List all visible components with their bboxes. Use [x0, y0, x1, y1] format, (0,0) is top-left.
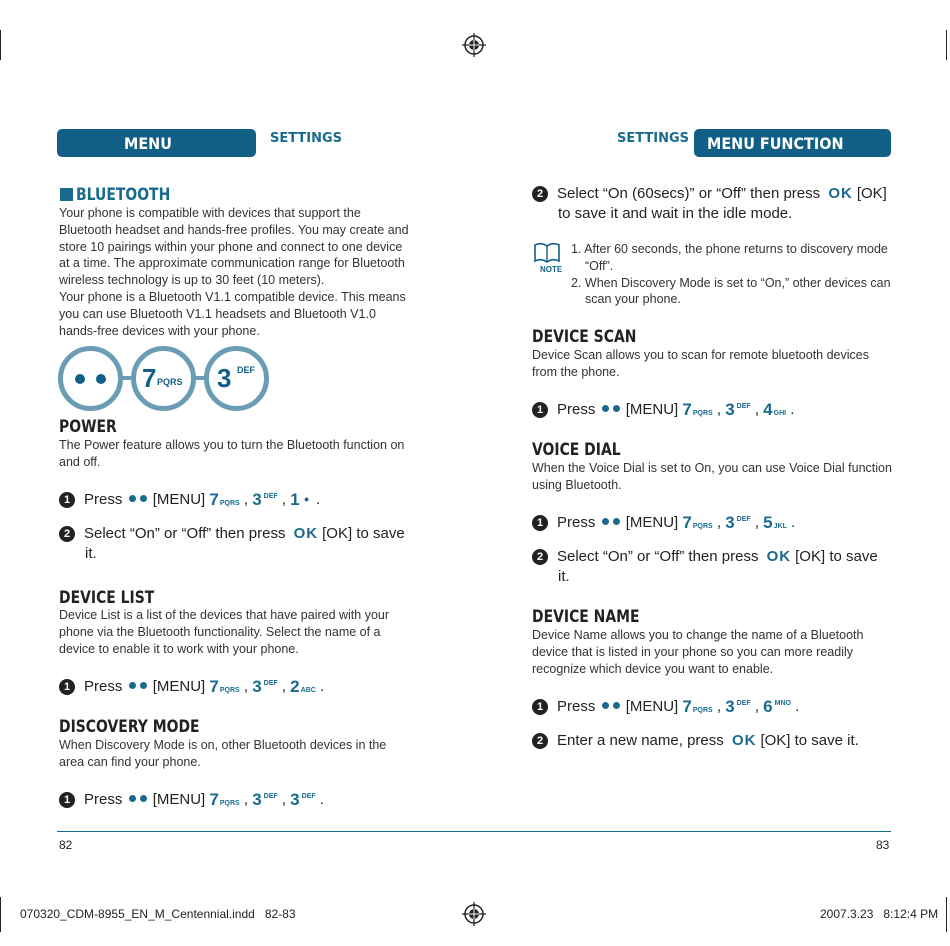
crop-mark — [946, 30, 947, 60]
key-7: 7PQRS — [682, 513, 713, 532]
step-text: it. — [558, 568, 570, 585]
key-7: 7PQRS — [209, 790, 240, 809]
ok-key-icon: OK — [766, 548, 792, 565]
dot-icon — [613, 405, 620, 412]
step-text: Select “On (60secs)” or “Off” then press — [557, 185, 821, 202]
crop-mark — [0, 897, 1, 932]
dot-icon — [75, 374, 85, 384]
dot-icon — [96, 374, 106, 384]
bluetooth-text-2: Your phone is a Bluetooth V1.1 compatible device. This means you can use Bluetooth V1.1 headsets and Bluetooth V1.0 hands-free devices with your phone. — [59, 290, 406, 338]
discovery-mode-text: When Discovery Mode is on, other Bluetooth devices in the area can find your phone. — [59, 738, 387, 769]
key-3: 3 $^{DEF}$ — [725, 697, 751, 716]
dot-icon — [602, 518, 609, 525]
registration-mark-icon — [462, 902, 486, 926]
step-number: 1 — [59, 492, 75, 508]
press-label: Press — [557, 514, 596, 531]
dot-icon — [140, 495, 147, 502]
key-7-letters: PQRS — [157, 377, 183, 387]
discovery-step-1: 1 Press [MENU] 7PQRS , 3 $^{DEF}$ , 3 $^{DEF}$ . — [59, 787, 324, 814]
step-number: 2 — [532, 549, 548, 565]
key-7-circle — [131, 346, 196, 411]
step-text: [OK] to save — [795, 548, 878, 565]
step-text: it. — [85, 545, 97, 562]
press-label: Press — [557, 698, 596, 715]
key-3: 3 $^{DEF}$ — [725, 513, 751, 532]
menu-key-circle — [58, 346, 123, 411]
menu-function-tab-right — [694, 129, 891, 157]
device-name-title: DEVICE NAME — [532, 607, 640, 627]
device-list-text: Device List is a list of the devices that have paired with your phone via the Bluetooth functionality. Select the name of a device to enable it to work with your phone. — [59, 608, 390, 656]
dot-icon — [613, 702, 620, 709]
device-scan-text: Device Scan allows you to scan for remote bluetooth devices from the phone. — [532, 348, 869, 379]
key-7: 7PQRS — [682, 697, 713, 716]
registration-mark-icon — [462, 33, 486, 57]
step-text: [OK] — [856, 185, 887, 202]
menu-function-label: MENU FUNCTION — [124, 134, 208, 183]
step-number: 1 — [532, 699, 548, 715]
dot-icon — [129, 495, 136, 502]
device-name-text: Device Name allows you to change the name of a Bluetooth device that is listed in your phone so you can more readily recognize which device you want to enable. — [532, 628, 864, 676]
note-item: 1. After 60 seconds, the phone returns to discovery mode — [571, 242, 888, 256]
step-number: 1 — [59, 679, 75, 695]
step-number: 2 — [532, 186, 548, 202]
key-1: 1 — [290, 490, 300, 509]
dot-icon — [613, 518, 620, 525]
dot-icon — [140, 682, 147, 689]
note-item: “Off”. — [585, 258, 614, 273]
key-3-letters: DEF — [237, 365, 255, 375]
discovery-mode-title: DISCOVERY MODE — [59, 717, 200, 737]
device-scan-step-1: 1 Press [MENU] 7PQRS , 3 $^{DEF}$ , 4GHI . — [532, 397, 794, 424]
device-name-step-2 — [532, 731, 859, 751]
step-number: 2 — [532, 733, 548, 749]
power-step-2 — [59, 524, 405, 564]
voicemail-icon: ● — [303, 494, 310, 504]
menu-label: [MENU] — [625, 698, 679, 715]
note-item: 2. When Discovery Mode is set to “On,” other devices can — [571, 275, 891, 290]
step-number: 1 — [59, 792, 75, 808]
dot-icon — [602, 702, 609, 709]
key-3-label: 3 — [217, 363, 232, 393]
voice-dial-step-2 — [532, 547, 878, 587]
voice-dial-title: VOICE DIAL — [532, 440, 621, 460]
page-number-left: 82 — [59, 838, 73, 852]
key-3: 3 $^{DEF}$ — [290, 790, 316, 809]
key-3: 3 $^{DEF}$ — [252, 677, 278, 696]
step-text: to save it and wait in the idle mode. — [558, 205, 793, 222]
key-3-circle — [204, 346, 269, 411]
power-text: The Power feature allows you to turn the Bluetooth function on and off. — [59, 438, 405, 469]
ok-key-icon: OK — [828, 185, 853, 202]
bluetooth-square-icon — [60, 188, 73, 201]
step-number: 1 — [532, 515, 548, 531]
bluetooth-text-1: Your phone is compatible with devices that support the Bluetooth headset and hands-free profiles. You may create and store 10 pairings within your phone and connect to one device at a time. The approximate communication range for Bluetooth wireless technology is up to 30 feet (10 meters). — [59, 206, 409, 288]
discovery-step-2 — [532, 184, 887, 224]
crop-mark — [946, 897, 947, 932]
dot-icon — [140, 795, 147, 802]
step-text: Enter a new name, press — [557, 732, 724, 749]
press-label: Press — [557, 401, 596, 418]
power-step-1: 1 Press [MENU] 7PQRS , 3 $^{DEF}$ , 1 ● . — [59, 487, 320, 514]
voice-dial-text: When the Voice Dial is set to On, you can use Voice Dial function using Bluetooth. — [532, 461, 892, 492]
note-list — [571, 241, 891, 308]
note-book-icon — [533, 242, 561, 264]
key-7-label: 7 — [142, 363, 157, 393]
step-number: 2 — [59, 526, 75, 542]
device-scan-title: DEVICE SCAN — [532, 327, 637, 347]
device-name-step-1: 1 Press [MENU] 7PQRS , 3 $^{DEF}$ , 6 $^{MNO}$ . — [532, 694, 799, 721]
key-6: 6 $^{MNO}$ — [763, 697, 791, 716]
step-text: [OK] to save — [322, 525, 405, 542]
menu-label: [MENU] — [625, 514, 679, 531]
key-7: 7PQRS — [682, 400, 713, 419]
dot-icon — [129, 795, 136, 802]
menu-label: [MENU] — [625, 401, 679, 418]
dot-icon — [129, 682, 136, 689]
voice-dial-step-1: 1 Press [MENU] 7PQRS , 3 $^{DEF}$ , 5JKL . — [532, 510, 795, 537]
power-title: POWER — [59, 417, 117, 437]
key-4: 4GHI — [763, 400, 787, 419]
settings-label-left: SETTINGS — [270, 131, 343, 146]
step-text: Select “On” or “Off” then press — [84, 525, 286, 542]
menu-function-tab-left — [57, 129, 256, 183]
key-3: 3 $^{DEF}$ — [252, 790, 278, 809]
key-sequence — [58, 346, 268, 411]
crop-mark — [0, 30, 1, 60]
dot-icon — [602, 405, 609, 412]
press-label: Press — [84, 791, 123, 808]
bluetooth-title: BLUETOOTH — [76, 185, 171, 205]
press-label: Press — [84, 678, 123, 695]
key-3: 3 $^{DEF}$ — [252, 490, 278, 509]
key-2: 2ABC — [290, 677, 316, 696]
key-5: 5JKL — [763, 513, 787, 532]
ok-key-icon: OK — [731, 732, 757, 749]
step-text: [OK] to save it. — [760, 732, 859, 749]
device-list-title: DEVICE LIST — [59, 588, 155, 608]
page-number-right: 83 — [876, 838, 890, 852]
key-7: 7PQRS — [209, 490, 240, 509]
settings-label-right: SETTINGS — [617, 131, 690, 146]
press-label: Press — [84, 491, 123, 508]
ok-key-icon: OK — [293, 525, 319, 542]
device-list-step-1: 1 Press [MENU] 7PQRS , 3 $^{DEF}$ , 2ABC . — [59, 674, 324, 701]
key-7: 7PQRS — [209, 677, 240, 696]
step-text: Select “On” or “Off” then press — [557, 548, 759, 565]
slug-filename: 070320_CDM-8955_EN_M_Centennial.indd 82-83 — [20, 907, 296, 921]
menu-label: [MENU] — [152, 791, 206, 808]
slug-date: 2007.3.23 8:12:4 PM — [820, 907, 939, 921]
menu-function-label: MENU FUNCTION — [707, 134, 844, 153]
step-number: 1 — [532, 402, 548, 418]
note-item: scan your phone. — [585, 292, 681, 307]
bottom-rule — [57, 831, 891, 832]
key-3: 3 $^{DEF}$ — [725, 400, 751, 419]
menu-label: [MENU] — [152, 678, 206, 695]
note-label: NOTE — [540, 265, 563, 274]
menu-label: [MENU] — [152, 491, 206, 508]
